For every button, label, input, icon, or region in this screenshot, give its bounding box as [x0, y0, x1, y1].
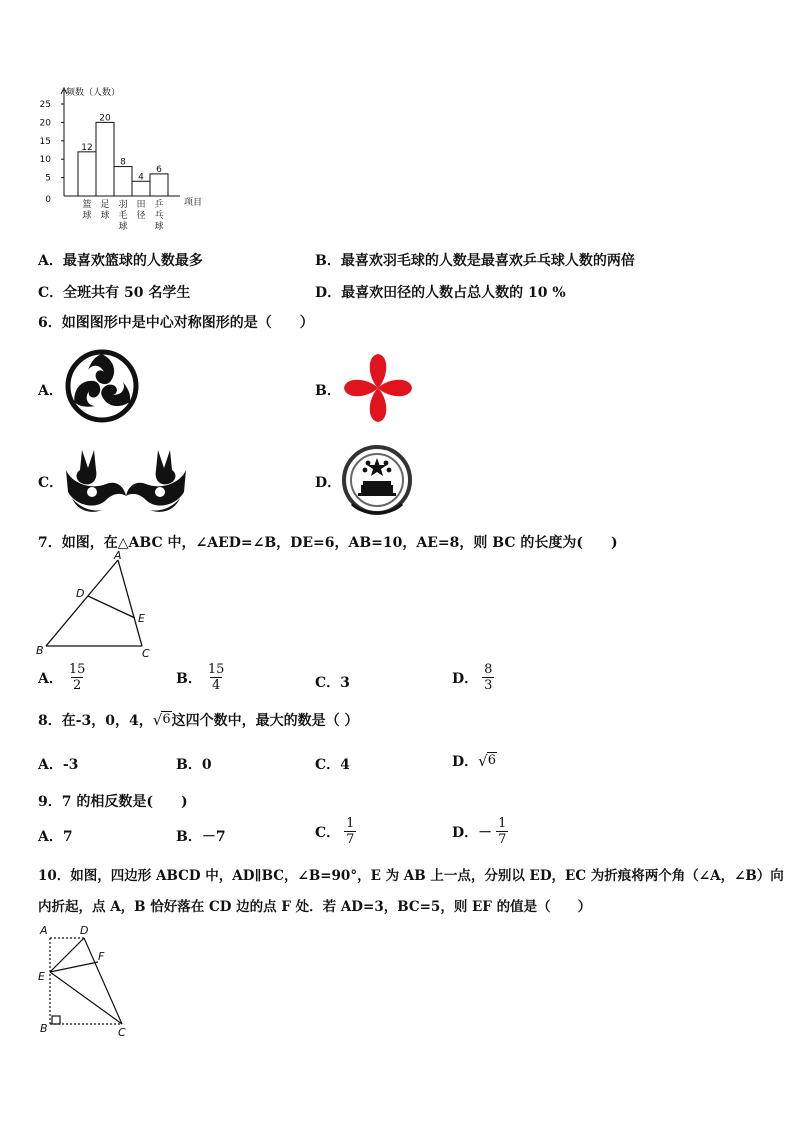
q9-option-c-label: C．: [315, 824, 341, 841]
q10-quadrilateral-figure: [34, 920, 138, 1042]
q10-point-d: D: [80, 924, 89, 937]
q9-option-b: B．－7: [176, 829, 226, 845]
q8-option-d-label: D．: [452, 754, 479, 770]
chart-y-tick-label: 5: [45, 173, 51, 184]
q6-option-d-national-emblem: [338, 440, 416, 522]
q9-option-c-fraction: $\frac{1}{7}$: [346, 816, 355, 847]
q7-option-a-fraction: $\frac{15}{2}$: [68, 662, 86, 693]
chart-bar: [96, 122, 114, 196]
chart-y-tick-label: 25: [40, 100, 51, 110]
chart-bar-value-label: 4: [138, 172, 144, 183]
q10-point-b: B: [40, 1022, 48, 1035]
chart-bar: [78, 152, 96, 196]
q10-point-e: E: [38, 970, 45, 983]
q7-triangle-figure: [34, 550, 158, 662]
q6-label-d: D．: [315, 475, 342, 491]
chart-x-category-label: 毛: [118, 211, 128, 221]
q8-option-d: [452, 751, 497, 771]
chart-bar-value-label: 20: [99, 113, 111, 124]
q5-option-a: A．最喜欢篮球的人数最多: [38, 253, 203, 269]
chart-x-category-label: 篮: [82, 200, 92, 210]
q9-option-d-fraction: $\frac{1}{7}$: [498, 816, 507, 847]
q7-point-a: A: [114, 550, 122, 562]
q7-point-c: C: [142, 647, 150, 660]
chart-y-tick-label: 20: [40, 118, 51, 129]
chart-x-category-label: 球: [154, 222, 164, 232]
q7-point-e: E: [138, 612, 145, 625]
chart-y-tick-label: 10: [40, 155, 51, 166]
q7-option-a: [38, 662, 87, 693]
q8-stem-text-2: 这四个数中，最大的数是（ ）: [171, 713, 359, 729]
q7-option-a-label: A．: [38, 670, 63, 687]
q5-option-c: C．全班共有 50 名学生: [38, 285, 191, 301]
chart-y-label: 频数（人数）: [66, 88, 121, 98]
q7-option-d-label: D．: [452, 670, 479, 687]
q9-option-c: [315, 816, 356, 847]
q6-label-c: C．: [38, 475, 64, 491]
q7-option-d-fraction: $\frac{8}{3}$: [484, 662, 493, 693]
q7-point-d: D: [76, 587, 85, 600]
q7-option-b-fraction: $\frac{15}{4}$: [207, 662, 225, 693]
q5-bar-chart: [40, 84, 220, 244]
q7-option-d: [452, 662, 494, 693]
q10-stem-line-2: 内折起，点 A，B 恰好落在 CD 边的点 F 处．若 AD=3，BC=5，则 EF 的值是（ ）: [38, 899, 592, 915]
q7-option-b: [176, 662, 226, 693]
q5-option-b: B．最喜欢羽毛球的人数是最喜欢乒乓球人数的两倍: [315, 253, 635, 269]
q8-option-a: A．-3: [38, 757, 79, 773]
q6-stem: 6．如图图形中是中心对称图形的是（ ）: [38, 315, 314, 331]
q8-option-d-sqrt: √ 6: [478, 752, 496, 770]
chart-bar: [114, 167, 132, 196]
q8-stem-text-1: 8．在-3，0，4，: [38, 713, 153, 729]
chart-bar-value-label: 6: [156, 164, 162, 175]
q7-stem: 7．如图，在△ABC 中，∠AED=∠B，DE=6，AB=10，AE=8，则 BC 的长度为( ): [38, 535, 618, 551]
q6-option-b-flower: [338, 348, 418, 428]
q6-label-b: B．: [315, 383, 341, 399]
chart-x-label: 项目: [184, 198, 203, 208]
chart-x-category-label: 球: [82, 211, 92, 221]
q6-label-a: A．: [38, 383, 63, 399]
q10-point-f: F: [98, 950, 105, 963]
chart-x-category-label: 径: [136, 211, 146, 221]
q9-stem: 9．7 的相反数是( ): [38, 794, 188, 810]
chart-bar-value-label: 8: [120, 157, 126, 168]
q7-point-b: B: [36, 644, 44, 657]
q8-stem: [38, 710, 359, 730]
chart-bar: [132, 181, 150, 196]
chart-y-tick-label: 15: [40, 136, 51, 147]
q9-option-d: [452, 816, 508, 847]
q7-option-b-label: B．: [176, 670, 202, 687]
chart-x-category-label: 足: [100, 200, 110, 210]
q10-point-a: A: [40, 924, 48, 937]
q7-option-c: C．3: [315, 675, 350, 691]
q5-option-d: D．最喜欢田径的人数占总人数的 10 %: [315, 285, 566, 301]
q10-point-c: C: [118, 1026, 126, 1039]
chart-x-category-label: 乓: [154, 211, 164, 221]
q9-option-d-label: D．－: [452, 824, 493, 841]
chart-x-category-label: 球: [118, 222, 128, 232]
q8-option-b: B．0: [176, 757, 212, 773]
q6-option-c-paper-cut: [62, 440, 190, 516]
q6-option-a-emblem: [62, 346, 142, 426]
chart-x-category-label: 羽: [118, 200, 128, 210]
chart-bar-value-label: 12: [81, 142, 93, 153]
chart-x-category-label: 田: [136, 200, 146, 210]
chart-x-category-label: 乒: [154, 200, 164, 210]
q9-option-a: A．7: [38, 829, 73, 845]
chart-y-tick-label: 0: [45, 195, 51, 205]
q10-stem-line-1: 10．如图，四边形 ABCD 中，AD∥BC，∠B=90°，E 为 AB 上一点，分别以 ED，EC 为折痕将两个角（∠A，∠B）向: [38, 868, 784, 884]
q8-stem-sqrt: √ 6: [152, 711, 171, 729]
q8-option-c: C．4: [315, 757, 350, 773]
chart-x-category-label: 球: [100, 211, 110, 221]
chart-bar: [150, 174, 168, 196]
